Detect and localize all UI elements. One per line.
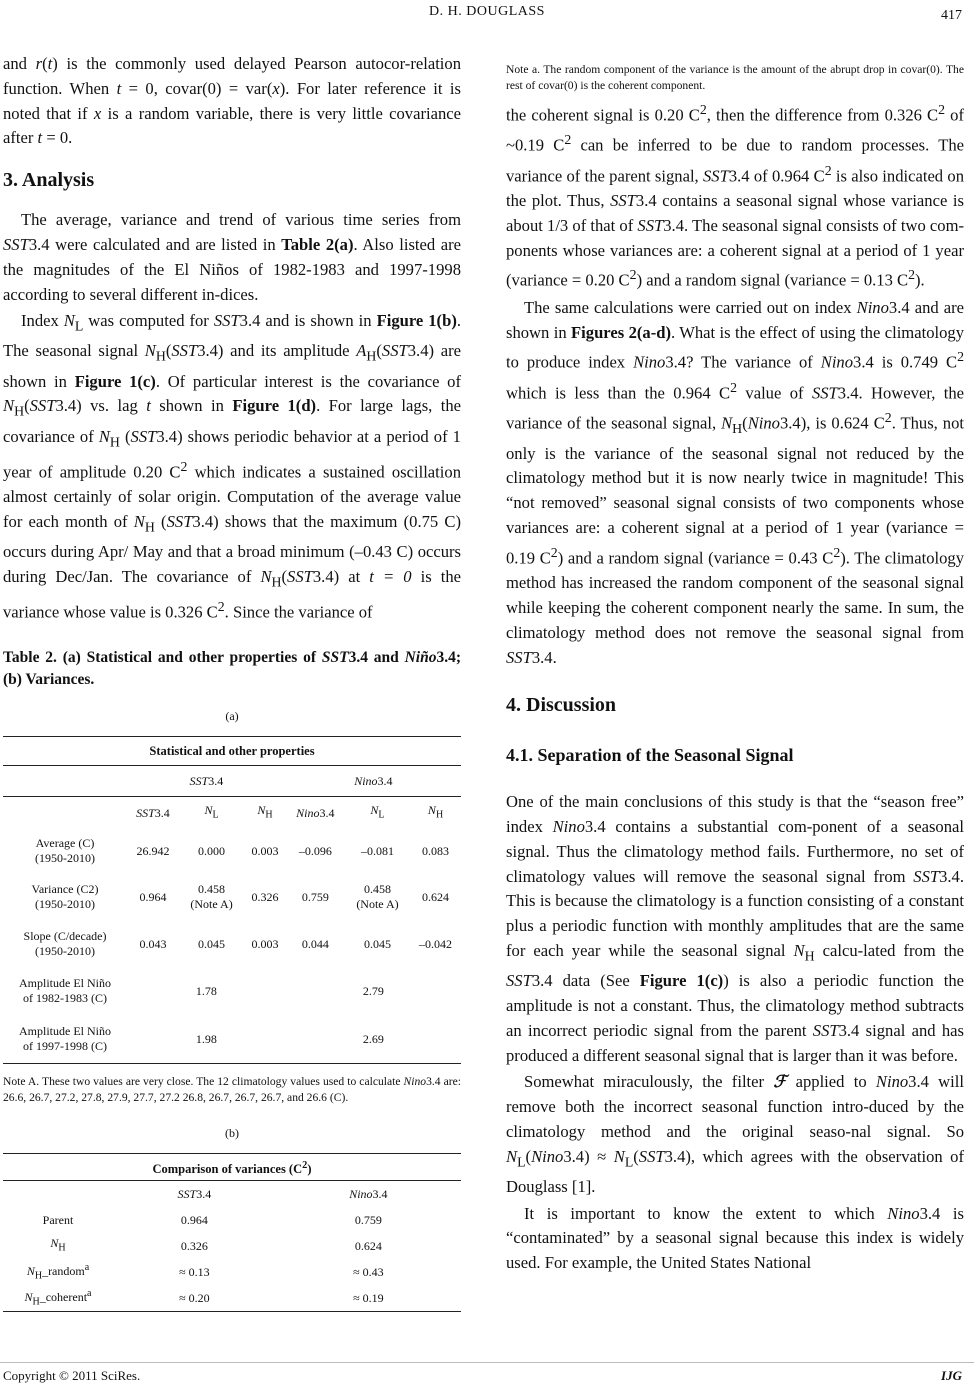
paragraph-nino-calculations: The same calculations were carried out on index Nino3.4 and are shown in Figures 2(a-d). What is the effect of using the climatology to produce index Nino3.4? The variance of Nino3.4 is 0.749 $C^2$ which is less than the 0.964 $C^2$ value of SST3.4. However, the variance of the seasonal signal, $N_H(Nino3.4)$, is 0.624 $C^2$. Thus, not only is the variance of the seasonal signal not reduced by the climatology method but it is now nearly twice in magnitude! This “not removed” seasonal signal consists of two components whose variances are: a coherent signal at a period of 1 year (variance = 0.19 $C^2$) and a random signal (variance = 0.43 $C^2$). The climatology method has increased the random component of the seasonal signal while keeping the coherent component nearly the same. In sum, the climatology method does not remove the seasonal signal from SST3.4. — [506, 297, 965, 667]
table-2a — [3, 736, 461, 1064]
table-row — [3, 1233, 461, 1259]
paragraph-filter: Somewhat miraculously, the filter ℱ applied to Nino3.4 will remove both the incorrect seasonal function intro-duced by the climatology method and the original seaso-nal signal. So $N_L(Nino3.4) \approx N_L(SST3.4)$, which agrees with the observation of Douglass [1]. — [506, 1072, 964, 1196]
col-header: $N_H$ — [257, 803, 273, 821]
table-cell: 0.326 — [180, 1238, 208, 1253]
section-heading-analysis: 3. Analysis — [3, 169, 95, 192]
col-header: $N_L$ — [204, 803, 219, 821]
paragraph-analysis-intro: The average, variance and trend of various time series from SST3.4 were calculated and are listed in Table 2(a). Also listed are the magnitudes of the El Niños of 1982-1983 and 1997-1998 according to several different in-dices. — [3, 210, 462, 304]
table-a-note: Note A. These two values are very close. The 12 climatology values used to calculate Nino3.4 are: 26.6, 26.7, 27.2, 27.8, 27.9, 27.7, 27.2 26.8, 26.7, 26.7, 26.7, and 26.6 (C). — [3, 1075, 462, 1105]
table-caption: Table 2. (a) Statistical and other properties of SST3.4 and Niño3.4; (b) Variances. — [3, 649, 461, 689]
table-a-title: Statistical and other properties — [149, 743, 315, 758]
paragraph-main-conclusion: One of the main conclusions of this study is that the “season free” index Nino3.4 contains a substantial com-ponent of a seasonal signal. Thus the climatology method fails. Furthermore, no set of climatology values will remove the seasonal signal from SST3.4. This is because the climatology is a function consisting of a constant plus a periodic function with monthly amplitudes that are the same for each year while the seasonal signal $N_H$ calcu-lated from the SST3.4 data (See Figure 1(c)) is also a periodic function the amplitude is not a constant. Thus, the climatology method subtracts an incorrect periodic signal from the parent SST3.4 signal and has produced a different seasonal signal that is larger than it was before. — [506, 792, 964, 1065]
table-cell: 0.044 — [301, 936, 329, 951]
section-heading-discussion: 4. Discussion — [506, 694, 617, 717]
page-number: 417 — [941, 8, 962, 23]
page-header — [0, 0, 974, 30]
table-b-title: Comparison of variances $(C^2)$ — [152, 1159, 312, 1176]
col-header: $N_L$ — [370, 803, 385, 821]
left-column — [3, 52, 461, 1312]
table-b-label: (b) — [225, 1126, 239, 1141]
table-cell: –0.096 — [298, 843, 332, 858]
table-cell: 0.083 — [422, 843, 450, 858]
row-label: $N_H$ — [50, 1236, 66, 1254]
table-cell: –0.042 — [419, 936, 453, 951]
paragraph-contamination: It is important to know the extent to which Nino3.4 is “contaminated” by a seasonal signal because this index is widely used. For example, the United States National — [506, 1203, 964, 1273]
table-cell: ≈ 0.13 — [179, 1264, 210, 1279]
row-label: Amplitude El Niño of 1982-1983 (C) — [19, 976, 111, 1006]
subsection-heading-separation: 4.1. Separation of the Seasonal Signal — [506, 745, 794, 766]
paragraph-coherent-signal: the coherent signal is 0.20 $C^2$, then the difference from 0.326 $C^2$ of ~0.19 $C^2$ can be inferred to be due to random processes. The variance of the parent signal, SST3.4 of 0.964 $C^2$ is also indicated on the plot. Thus, SST3.4 contains a seasonal signal whose variance is about 1/3 of that of SST3.4. The seasonal signal consists of two com-ponents whose variances are: a coherent signal at a period of 1 year (variance = 0.20 $C^2$) and a random signal (variance = 0.13 $C^2$). — [506, 102, 965, 290]
table-cell: 0.000 — [198, 843, 226, 858]
table-cell: 0.964 — [139, 889, 167, 904]
row-label: $N_H\_coherent^a$ — [24, 1288, 92, 1308]
table-cell: ≈ 0.20 — [179, 1290, 210, 1305]
row-label: $N_H\_random^a$ — [26, 1262, 90, 1282]
table-cell: 1.78 — [195, 983, 217, 998]
table-row — [3, 829, 461, 873]
table-2b — [3, 1153, 461, 1312]
table-cell: –0.081 — [360, 843, 394, 858]
table-cell: 0.964 — [180, 1212, 208, 1227]
table-row — [3, 1259, 461, 1285]
table-cell: 0.458 (Note A) — [190, 882, 233, 912]
table-cell: 0.043 — [139, 936, 167, 951]
table-row — [3, 967, 461, 1015]
table-cell: 0.759 — [301, 889, 329, 904]
table-cell: 1.98 — [195, 1031, 217, 1046]
table-cell: 0.045 — [198, 936, 226, 951]
col-header: Nino3.4 — [349, 1186, 388, 1201]
table-row — [3, 1285, 461, 1312]
table-row — [3, 1207, 461, 1233]
table-cell: 0.458 (Note A) — [356, 882, 399, 912]
table-row — [3, 873, 461, 921]
row-label: Amplitude El Niño of 1997-1998 (C) — [19, 1024, 111, 1054]
table-cell: 2.79 — [362, 983, 384, 998]
table-cell: 0.003 — [251, 936, 279, 951]
row-label: Variance (C2) (1950-2010) — [31, 882, 99, 912]
table-cell: ≈ 0.19 — [353, 1290, 384, 1305]
paragraph-index-nl: Index $N_L$ was computed for SST3.4 and is shown in Figure 1(b). The seasonal signal $N_H(SST3.4)$ and its amplitude $A_H(SST3.4)$ are shown in Figure 1(c). Of particular interest is the covariance of $N_H(SST3.4)$ vs. lag t shown in Figure 1(d). For large lags, the covariance of $N_H$ (SST3.4) shows periodic behavior at a period of 1 year of amplitude 0.20 $C^2$ which indicates a sustained oscillation almost certainly of solar origin. Computation of the average value for each month of $N_H$ (SST3.4) shows that the maximum (0.75 C) occurs during Apr/ May and that a broad minimum (–0.43 C) occurs during Dec/Jan. The covariance of $N_H(SST3.4)$ at t = 0 is the variance whose value is 0.326 $C^2$. Since the variance of — [3, 311, 462, 622]
table-b-footnote: Note a. The random component of the variance is the amount of the abrupt drop in covar(0). The rest of covar(0) is the coherent component. — [506, 63, 964, 92]
journal-abbrev: IJG — [941, 1368, 962, 1383]
table-cell: 0.624 — [354, 1238, 382, 1253]
col-header: $N_H$ — [427, 803, 444, 821]
table-row — [3, 1015, 461, 1064]
table-cell: 0.045 — [363, 936, 391, 951]
table-cell: 2.69 — [362, 1031, 384, 1046]
running-author: D. H. DOUGLASS — [429, 4, 545, 19]
table-a-group-nino: Nino3.4 — [354, 773, 393, 788]
row-label: Average (C) (1950-2010) — [35, 836, 95, 866]
table-cell: 26.942 — [136, 843, 170, 858]
col-header: Nino3.4 — [296, 805, 335, 820]
footer-rule — [0, 1362, 974, 1363]
copyright: Copyright © 2011 SciRes. — [3, 1368, 141, 1383]
table-cell: 0.759 — [354, 1212, 382, 1227]
row-label: Parent — [42, 1212, 74, 1227]
table-a-group-sst: SST3.4 — [189, 773, 224, 788]
table-cell: ≈ 0.43 — [353, 1264, 384, 1279]
col-header: SST3.4 — [136, 805, 170, 820]
table-cell: 0.003 — [251, 843, 279, 858]
paragraph-autocorrelation: and r(t) is the commonly used delayed Pearson autocor-relation function. When t = 0, covar(0) = var(x). For later reference it is noted that if x is a random variable, there is very little covariance after t = 0. — [3, 54, 462, 148]
table-cell: 0.326 — [251, 889, 279, 904]
right-column — [506, 62, 964, 1276]
table-a-label: (a) — [225, 709, 239, 724]
table-row — [3, 921, 461, 967]
row-label: Slope (C/decade) (1950-2010) — [23, 929, 107, 959]
col-header: SST3.4 — [177, 1186, 212, 1201]
table-cell: 0.624 — [422, 889, 450, 904]
